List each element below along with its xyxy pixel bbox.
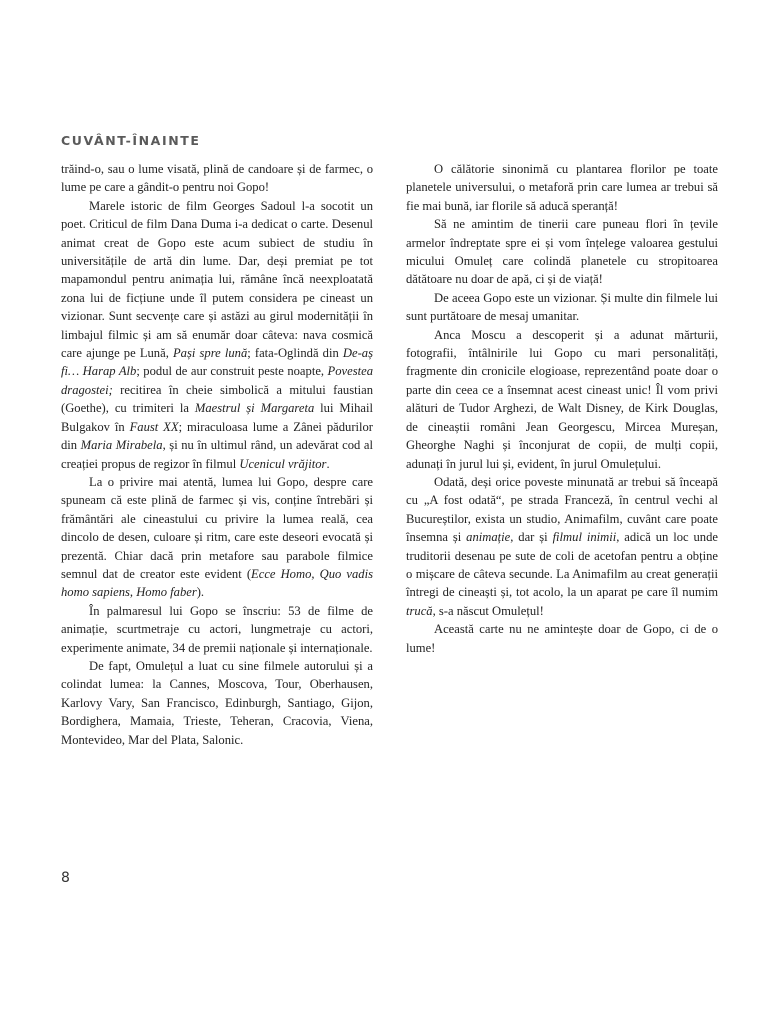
text-run: Anca Moscu a descoperit și a adunat mărturii, fotografii, întâlnirile lui Gopo cu mari personalități, fragmente din cronicile elogioase, reprezentând poate doar o parte din ceea ce a însemnat acest cineast unic! Îl vom privi alături de Tudor Arghezi, de Walt Disney, de Kirk Douglas, de cineaștii români Jean Georgescu, Mircea Mureșan, Gheorghe Naghi și înconjurat de copii, de mulți copii, adunați în jurul lui și, evident, în jurul Omulețului. (406, 327, 718, 471)
text-run: ; podul de aur construit peste noapte, (136, 364, 328, 379)
paragraph (406, 620, 718, 657)
text-run: recitirea în cheie simbolică a mitului faustian (Goethe), cu trimiteri la (61, 382, 373, 416)
text-run: , și nu în ultimul rând, un adevărat cod al creației propus de regizor în filmul (61, 438, 373, 471)
text-run: , dar și (510, 530, 553, 545)
paragraph (61, 160, 373, 197)
text-run: lui Mihail Bulgakov în (61, 401, 373, 434)
paragraph (61, 473, 373, 602)
text-run: Odată, deși orice poveste minunată ar trebui să înceapă cu „A fost odată“, pe strada Franceză, în centrul vechi al Bucureștilor, exista un studio, Animafilm, cuvânt care poate însemna și (406, 474, 718, 545)
paragraph (406, 289, 718, 326)
right-text-column (406, 160, 718, 657)
paragraph (406, 160, 718, 215)
paragraph (61, 197, 373, 473)
text-run: Această carte nu ne amintește doar de Gopo, ci de o lume! (406, 622, 718, 655)
italic-title: Pași spre lună (172, 346, 248, 361)
paragraph (406, 326, 718, 473)
chapter-header: CUVÂNT-ÎNAINTE (61, 133, 201, 148)
italic-title: Maestrul și Margareta (194, 401, 315, 416)
text-run: O călătorie sinonimă cu plantarea florilor pe toate planetele universului, o metaforă prin care lumea ar trebui să fie mai bună, iar florile să aducă speranță! (406, 162, 718, 213)
italic-title: Faust XX (129, 419, 179, 434)
text-run: Marele istoric de film Georges Sadoul l-a socotit un poet. Criticul de film Dana Duma i-a dedicat o carte. Desenul animat creat de Gopo este acum subiect de studiu în universitățile de artă din lume. Dar, deși premiat pe tot mapamondul pentru animația lui, rămâne încă neexploatată zona lui de ficțiune unde îl putem considera pe cineast un vizionar. Sunt secvențe care și astăzi au girul modernității în limbajul filmic și am să enumăr doar câteva: nava cosmică care ajunge pe Lună, (61, 198, 373, 361)
text-run: , adică un loc unde truditorii desenau pe sute de coli de acetofan pentru a obține o mișcare de câteva secunde. La Animafilm au creat generații întregi de cineaști și, tot acolo, la un aparat pe care îl numim (406, 530, 718, 600)
italic-title: trucă (406, 603, 433, 618)
text-run: trăind-o, sau o lume visată, plină de candoare și de farmec, o lume pe care a gândit-o pentru noi Gopo! (61, 162, 373, 195)
page-number: 8 (61, 870, 70, 886)
text-run: De aceea Gopo este un vizionar. Și multe din filmele lui sunt purtătoare de mesaj umanitar. (406, 290, 718, 324)
text-run: În palmaresul lui Gopo se înscriu: 53 de filme de animație, scurtmetraje cu actori, lungmetraje cu actori, experimente animate, 34 de premii naționale și internaționale. (61, 603, 373, 655)
italic-title: Ucenicul vrăjitor (239, 456, 327, 471)
paragraph (406, 215, 718, 289)
italic-title: Maria Mirabela (80, 438, 163, 453)
italic-title: filmul inimii (552, 530, 617, 545)
text-run: De fapt, Omulețul a luat cu sine filmele autorului și a colindat lumea: la Cannes, Moscova, Tour, Oberhausen, Karlovy Vary, San Francisco, Edinburgh, Santiago, Gijon, Bordighera, Mamaia, Trieste, Teheran, Cracovia, Viena, Montevideo, Mar del Plata, Salonic. (61, 658, 373, 747)
italic-title: Ecce Homo, Quo vadis homo sapiens, Homo faber (61, 566, 373, 600)
text-run: , s-a născut Omulețul! (432, 603, 544, 618)
paragraph (406, 473, 718, 620)
text-run: ; miraculoasa lume a Zânei pădurilor din (61, 419, 373, 453)
left-text-column (61, 160, 373, 749)
paragraph (61, 657, 373, 749)
text-run: ; fata-Oglindă din (247, 346, 343, 361)
italic-title: De-aș fi… Harap Alb (61, 346, 373, 379)
paragraph (61, 602, 373, 657)
text-run: . (326, 456, 330, 471)
italic-title: animație (466, 530, 511, 545)
text-run: La o privire mai atentă, lumea lui Gopo, despre care spuneam că este plină de farmec și vis, conține întrebări și frământări ale cineastului cu privire la lumea reală, cea dincolo de desen, culoare și ritm, care este deseori evocată și prezentă. Chiar dacă prin metafore sau parabole filmice semnul dat de creator este evident ( (61, 474, 373, 581)
text-run: ). (196, 585, 205, 600)
text-run: Să ne amintim de tinerii care puneau flori în țevile armelor îndreptate spre ei și vom înțelege valoarea gestului micului Omuleț care colindă planetele cu stropitoarea dătătoare nu doar de apă, ci și de viață! (406, 217, 718, 287)
italic-title: Povestea dragostei; (61, 364, 374, 397)
